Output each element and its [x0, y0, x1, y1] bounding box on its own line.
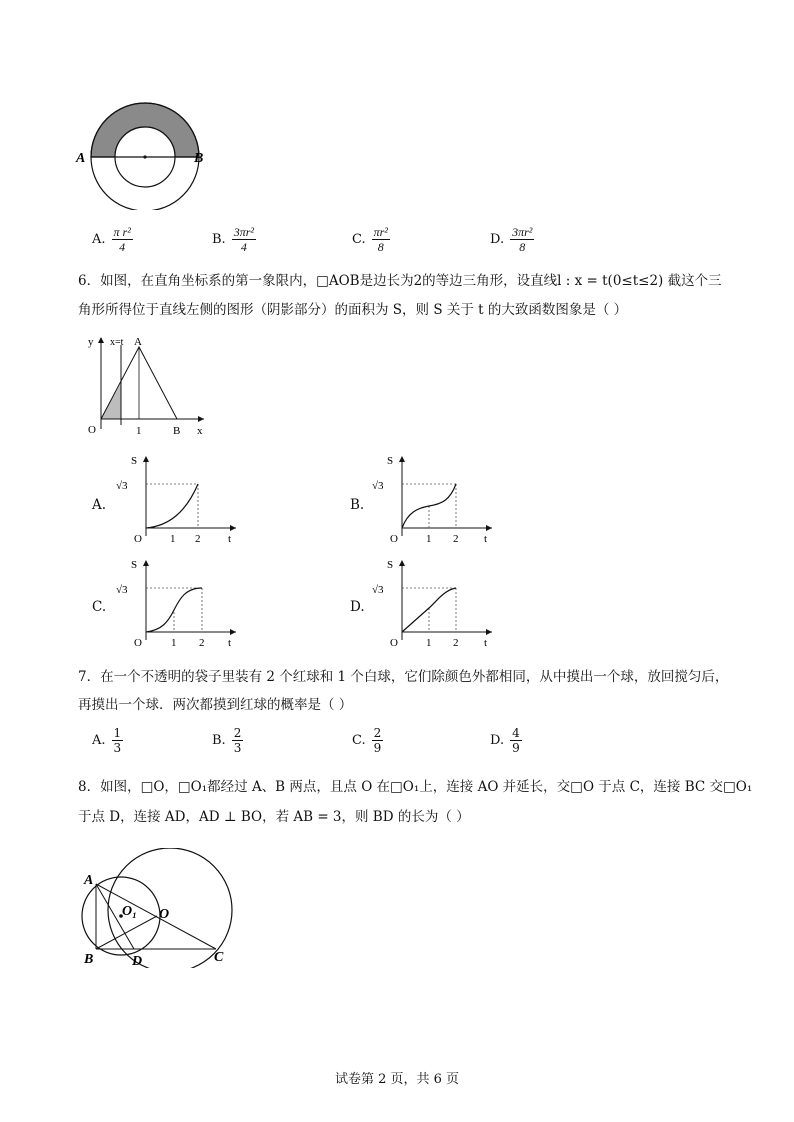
svg-text:O₁: O₁ — [122, 904, 137, 919]
svg-text:2: 2 — [453, 637, 459, 649]
q6-graph-d[interactable] — [370, 556, 500, 652]
svg-text:1: 1 — [426, 637, 432, 649]
center-point — [143, 155, 146, 158]
q6-graph-a[interactable] — [114, 452, 244, 548]
svg-text:S: S — [131, 559, 138, 571]
svg-text:O: O — [88, 424, 96, 436]
svg-text:√3: √3 — [372, 584, 384, 596]
svg-text:1: 1 — [170, 533, 176, 545]
svg-text:S: S — [131, 455, 138, 467]
q5-annulus-figure — [70, 100, 220, 210]
svg-text:O: O — [159, 907, 170, 922]
curve — [146, 484, 198, 528]
q7-option-b[interactable]: B. $\frac{2}{3}$ — [212, 726, 242, 755]
q6-option-b-label[interactable]: B. — [350, 497, 365, 513]
q6-question-line1: 6．如图，在直角坐标系的第一象限内，□AOB是边长为2的等边三角形，设直线l : x = t(0≤t≤2) 截这个三 — [78, 273, 722, 289]
svg-text:C: C — [214, 950, 224, 965]
q7-option-d[interactable]: D. $\frac{4}{9}$ — [490, 726, 520, 755]
svg-text:1: 1 — [426, 533, 432, 545]
label-b: B — [194, 151, 204, 166]
q8-question-line1: 8．如图，□O，□O₁都经过 A、B 两点，且点 O 在□O₁上，连接 AO 并延长，交□O 于点 C，连接 BC 交□O₁ — [78, 779, 753, 795]
q7-question-line1: 7．在一个不透明的袋子里装有 2 个红球和 1 个白球，它们除颜色外都相同，从中摸出一个球，放回搅匀后， — [78, 669, 729, 685]
svg-text:D: D — [132, 954, 143, 968]
svg-text:y: y — [88, 336, 94, 348]
curve — [402, 484, 456, 528]
svg-text:t: t — [228, 637, 232, 649]
svg-text:t: t — [484, 637, 488, 649]
svg-text:√3: √3 — [372, 480, 384, 492]
q6-question-line2: 角形所得位于直线左侧的图形（阴影部分）的面积为 S，则 S 关于 t 的大致函数图象是（ ） — [78, 302, 628, 318]
svg-text:2: 2 — [195, 533, 201, 545]
q8-question-line2: 于点 D，连接 AD，AD ⊥ BO，若 AB = 3，则 BD 的长为（ ） — [78, 809, 470, 825]
svg-text:O: O — [390, 533, 398, 545]
q6-graph-c[interactable] — [114, 556, 244, 652]
svg-text:S: S — [387, 455, 394, 467]
q7-question-line2: 再摸出一个球．两次都摸到红球的概率是（ ） — [78, 697, 353, 713]
q7-option-a[interactable]: A. $\frac{1}{3}$ — [92, 726, 122, 755]
q5-option-d[interactable]: D. $\frac{\text{3πr²}}{8}$ — [490, 225, 533, 254]
svg-text:O: O — [134, 533, 142, 545]
svg-text:√3: √3 — [116, 480, 128, 492]
svg-text:O: O — [390, 637, 398, 649]
svg-text:t: t — [228, 533, 232, 545]
q6-option-c-label[interactable]: C. — [92, 599, 107, 615]
svg-text:x: x — [197, 425, 203, 437]
svg-text:t: t — [484, 533, 488, 545]
svg-text:x=t: x=t — [110, 337, 124, 348]
q7-option-c[interactable]: C. $\frac{2}{9}$ — [352, 726, 382, 755]
svg-text:S: S — [387, 559, 394, 571]
svg-text:2: 2 — [453, 533, 459, 545]
q8-circles-figure — [78, 848, 253, 968]
q5-option-a[interactable]: A. $\frac{\text{π r²}}{4}$ — [92, 225, 131, 254]
svg-text:1: 1 — [171, 637, 177, 649]
svg-text:1: 1 — [136, 425, 142, 437]
svg-text:2: 2 — [199, 637, 205, 649]
q5-option-c[interactable]: C. $\frac{\text{πr²}}{8}$ — [352, 225, 388, 254]
page-footer: 试卷第 2 页，共 6 页 — [334, 1072, 460, 1087]
svg-text:√3: √3 — [116, 584, 128, 596]
q6-option-d-label[interactable]: D. — [350, 599, 365, 615]
q5-option-b[interactable]: B. $\frac{\text{3πr²}}{4}$ — [212, 225, 254, 254]
svg-text:O: O — [134, 637, 142, 649]
q6-triangle-figure — [82, 333, 212, 443]
q6-graph-b[interactable] — [370, 452, 500, 548]
label-a: A — [76, 151, 86, 166]
svg-text:B: B — [173, 425, 181, 437]
svg-text:A: A — [84, 873, 94, 888]
svg-text:B: B — [84, 952, 94, 967]
q6-option-a-label[interactable]: A. — [92, 497, 107, 513]
svg-text:A: A — [134, 336, 142, 348]
